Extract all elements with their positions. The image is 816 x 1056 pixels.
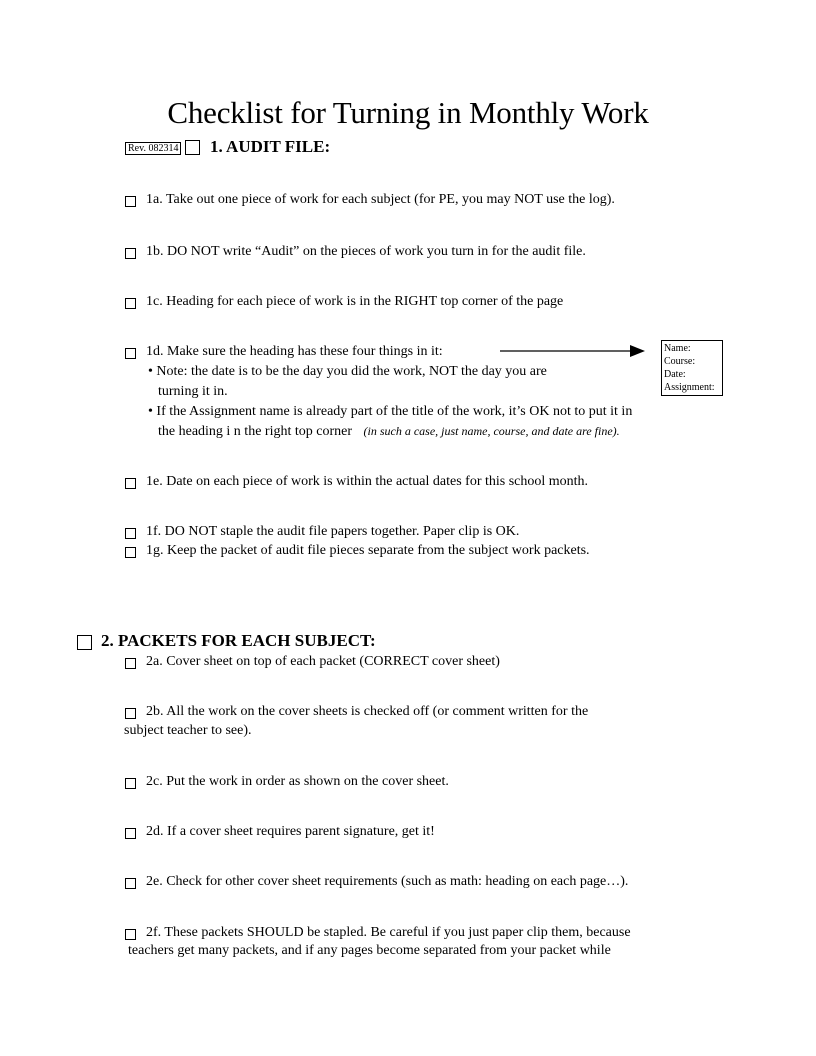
section-2-checkbox[interactable]: [77, 635, 92, 650]
item-1e-checkbox[interactable]: [125, 478, 136, 489]
section-2-heading: 2. PACKETS FOR EACH SUBJECT:: [101, 631, 376, 650]
item-1a-checkbox[interactable]: [125, 196, 136, 207]
item-1g-text: 1g. Keep the packet of audit file pieces separate from the subject work packets.: [146, 543, 590, 558]
item-1f-checkbox[interactable]: [125, 528, 136, 539]
item-1d-note-1-line-1: • Note: the date is to be the day you did the work, NOT the day you are: [148, 364, 547, 379]
item-1d-text: 1d. Make sure the heading has these four things in it:: [146, 344, 443, 359]
item-2c-text: 2c. Put the work in order as shown on the cover sheet.: [146, 774, 449, 789]
item-1a-text: 1a. Take out one piece of work for each subject (for PE, you may NOT use the log).: [146, 192, 615, 207]
item-2b-text-line-1: 2b. All the work on the cover sheets is checked off (or comment written for the: [146, 704, 589, 719]
page-title: Checklist for Turning in Monthly Work: [167, 95, 649, 130]
item-1g-checkbox[interactable]: [125, 547, 136, 558]
item-1d-note-2-line-2: [158, 424, 620, 440]
item-2f-checkbox[interactable]: [125, 929, 136, 940]
item-1c-checkbox[interactable]: [125, 298, 136, 309]
item-2f-text-line-1: 2f. These packets SHOULD be stapled. Be careful if you just paper clip them, because: [146, 925, 631, 940]
section-1-checkbox[interactable]: [185, 140, 200, 155]
section-1-heading: 1. AUDIT FILE:: [210, 137, 331, 156]
arrow-right-icon: [500, 343, 646, 359]
revision-label: Rev. 082314: [125, 142, 181, 155]
item-1d-note-1-line-2: turning it in.: [158, 384, 228, 399]
heading-example-box: [661, 340, 723, 396]
item-2e-checkbox[interactable]: [125, 878, 136, 889]
heading-box-date: Date:: [664, 369, 686, 380]
item-2d-text: 2d. If a cover sheet requires parent signature, get it!: [146, 824, 435, 839]
item-1d-note-2-text: the heading i n the right top corner: [158, 424, 352, 439]
item-1e-text: 1e. Date on each piece of work is within the actual dates for this school month.: [146, 474, 589, 489]
item-1d-note-2-line-1: • If the Assignment name is already part of the title of the work, it’s OK not to put it in: [148, 404, 633, 419]
item-2c-checkbox[interactable]: [125, 778, 136, 789]
item-1f-text: 1f. DO NOT staple the audit file papers together. Paper clip is OK.: [146, 524, 520, 539]
item-2e-text: 2e. Check for other cover sheet requirements (such as math: heading on each page…).: [146, 874, 629, 889]
item-2b-checkbox[interactable]: [125, 708, 136, 719]
item-1d-note-2-italic: (in such a case, just name, course, and date are fine).: [363, 424, 620, 438]
item-2a-checkbox[interactable]: [125, 658, 136, 669]
item-1b-checkbox[interactable]: [125, 248, 136, 259]
heading-box-name: Name:: [664, 343, 691, 354]
item-2f-text-line-2: teachers get many packets, and if any pages become separated from your packet while: [128, 943, 611, 958]
item-2b-text-line-2: subject teacher to see).: [124, 723, 252, 738]
heading-box-course: Course:: [664, 356, 696, 367]
item-1c-text: 1c. Heading for each piece of work is in the RIGHT top corner of the page: [146, 294, 564, 309]
item-1d-checkbox[interactable]: [125, 348, 136, 359]
item-2a-text: 2a. Cover sheet on top of each packet (CORRECT cover sheet): [146, 654, 500, 669]
item-2d-checkbox[interactable]: [125, 828, 136, 839]
item-1b-text: 1b. DO NOT write “Audit” on the pieces of work you turn in for the audit file.: [146, 244, 586, 259]
heading-box-assignment: Assignment:: [664, 382, 715, 393]
